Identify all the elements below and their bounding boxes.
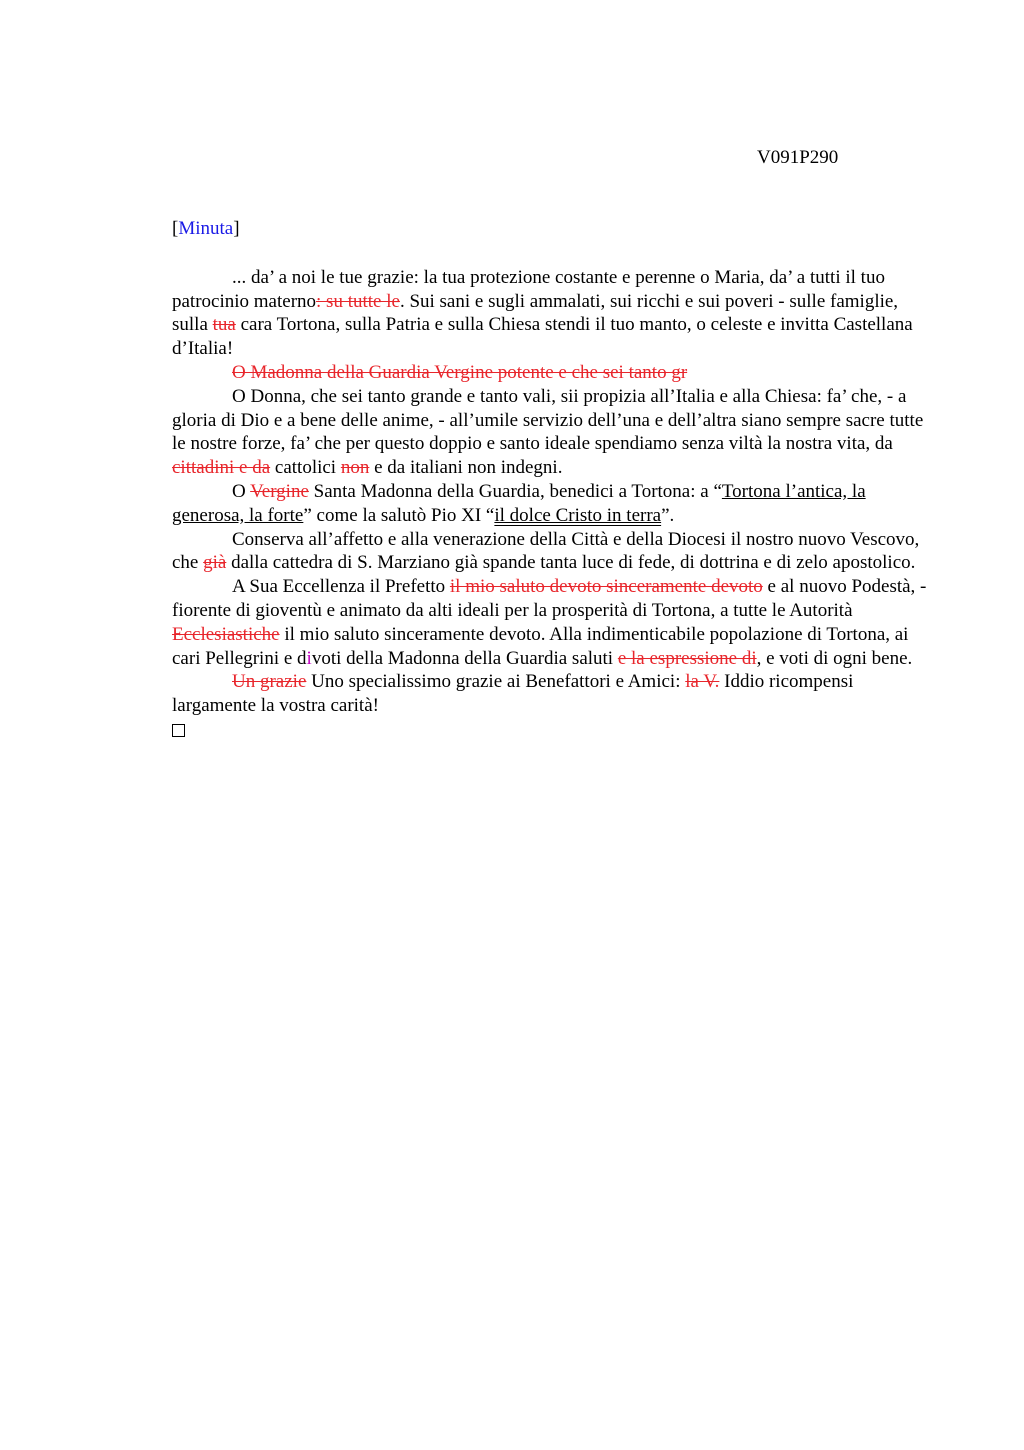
deleted-text: tua	[212, 314, 236, 336]
paragraph-3: O Donna, che sei tanto grande e tanto vali, sii propizia all’Italia e alla Chiesa: fa’ che, - a gloria di Dio e a bene delle anime, - all’umile servizio dell’una e dell’altra siano sempre sacre tutte le nostre forze, fa’ che per questo doppio e santo ideale spendiamo senza viltà la nostra vita, da cittadini e da cattolici non e da italiani non indegni.	[172, 385, 924, 479]
square-icon	[172, 724, 185, 737]
deleted-text: : su tutte le	[316, 290, 400, 312]
inserted-letter: i	[306, 647, 312, 669]
underlined-quote: Tortona l’antica, la generosa, la forte	[172, 480, 866, 526]
paragraph-2	[172, 361, 934, 385]
document-reference: V091P290	[757, 147, 839, 168]
paragraph-7: Un grazie Uno specialissimo grazie ai Benefattori e Amici: la V. Iddio ricompensi largamente la vostra carità!	[172, 671, 854, 717]
deleted-text: la V.	[685, 671, 720, 693]
deleted-text: Un grazie	[232, 671, 307, 693]
paragraph-6: A Sua Eccellenza il Prefetto il mio saluto devoto sinceramente devoto e al nuovo Podestà, - fiorente di gioventù e animato da alti ideali per la prosperità di Tortona, a tutte le Autorità Ecclesiastiche il mio saluto sinceramente devoto. Alla indimenticabile popolazione di Tortona, ai cari Pellegrini e divoti della Madonna della Guardia saluti e la espressione di, e voti di ogni bene.	[172, 576, 927, 669]
double-underlined-quote: il dolce Cristo in terra	[494, 504, 662, 526]
deleted-text: già	[203, 552, 227, 574]
deleted-text: Vergine	[250, 480, 309, 502]
document-body	[172, 217, 934, 744]
deleted-text: non	[340, 457, 370, 479]
paragraph-5: Conserva all’affetto e alla venerazione della Città e della Diocesi il nostro nuovo Vescovo, che già dalla cattedra di S. Marziano già spande tanta luce di fede, di dottrina e di zelo apostolico.	[172, 528, 920, 574]
deleted-text: O Madonna della Guardia Vergine potente e che sei tanto gr	[232, 361, 688, 383]
paragraph-4: O Vergine Santa Madonna della Guardia, benedici a Tortona: a “Tortona l’antica, la generosa, la forte” come la salutò Pio XI “il dolce Cristo in terra”.	[172, 480, 866, 526]
paragraph-1: ... da’ a noi le tue grazie: la tua protezione costante e perenne o Maria, da’ a tutti il tuo patrocinio materno: su tutte le. Sui sani e sugli ammalati, sui ricchi e sui poveri - sulle famiglie, sulla tua cara Tortona, sulla Patria e sulla Chiesa stendi il tuo manto, o celeste e invitta Castellana d’Italia!	[172, 266, 913, 360]
heading-label: Minuta	[178, 218, 234, 239]
deleted-text: il mio saluto devoto sinceramente devoto	[449, 576, 763, 598]
end-marker	[172, 718, 934, 744]
deleted-text: cittadini e da	[172, 457, 271, 479]
deleted-text: Ecclesiastiche	[172, 623, 280, 645]
section-heading: [Minuta]	[172, 218, 240, 239]
deleted-text: e la espressione di	[617, 647, 757, 669]
